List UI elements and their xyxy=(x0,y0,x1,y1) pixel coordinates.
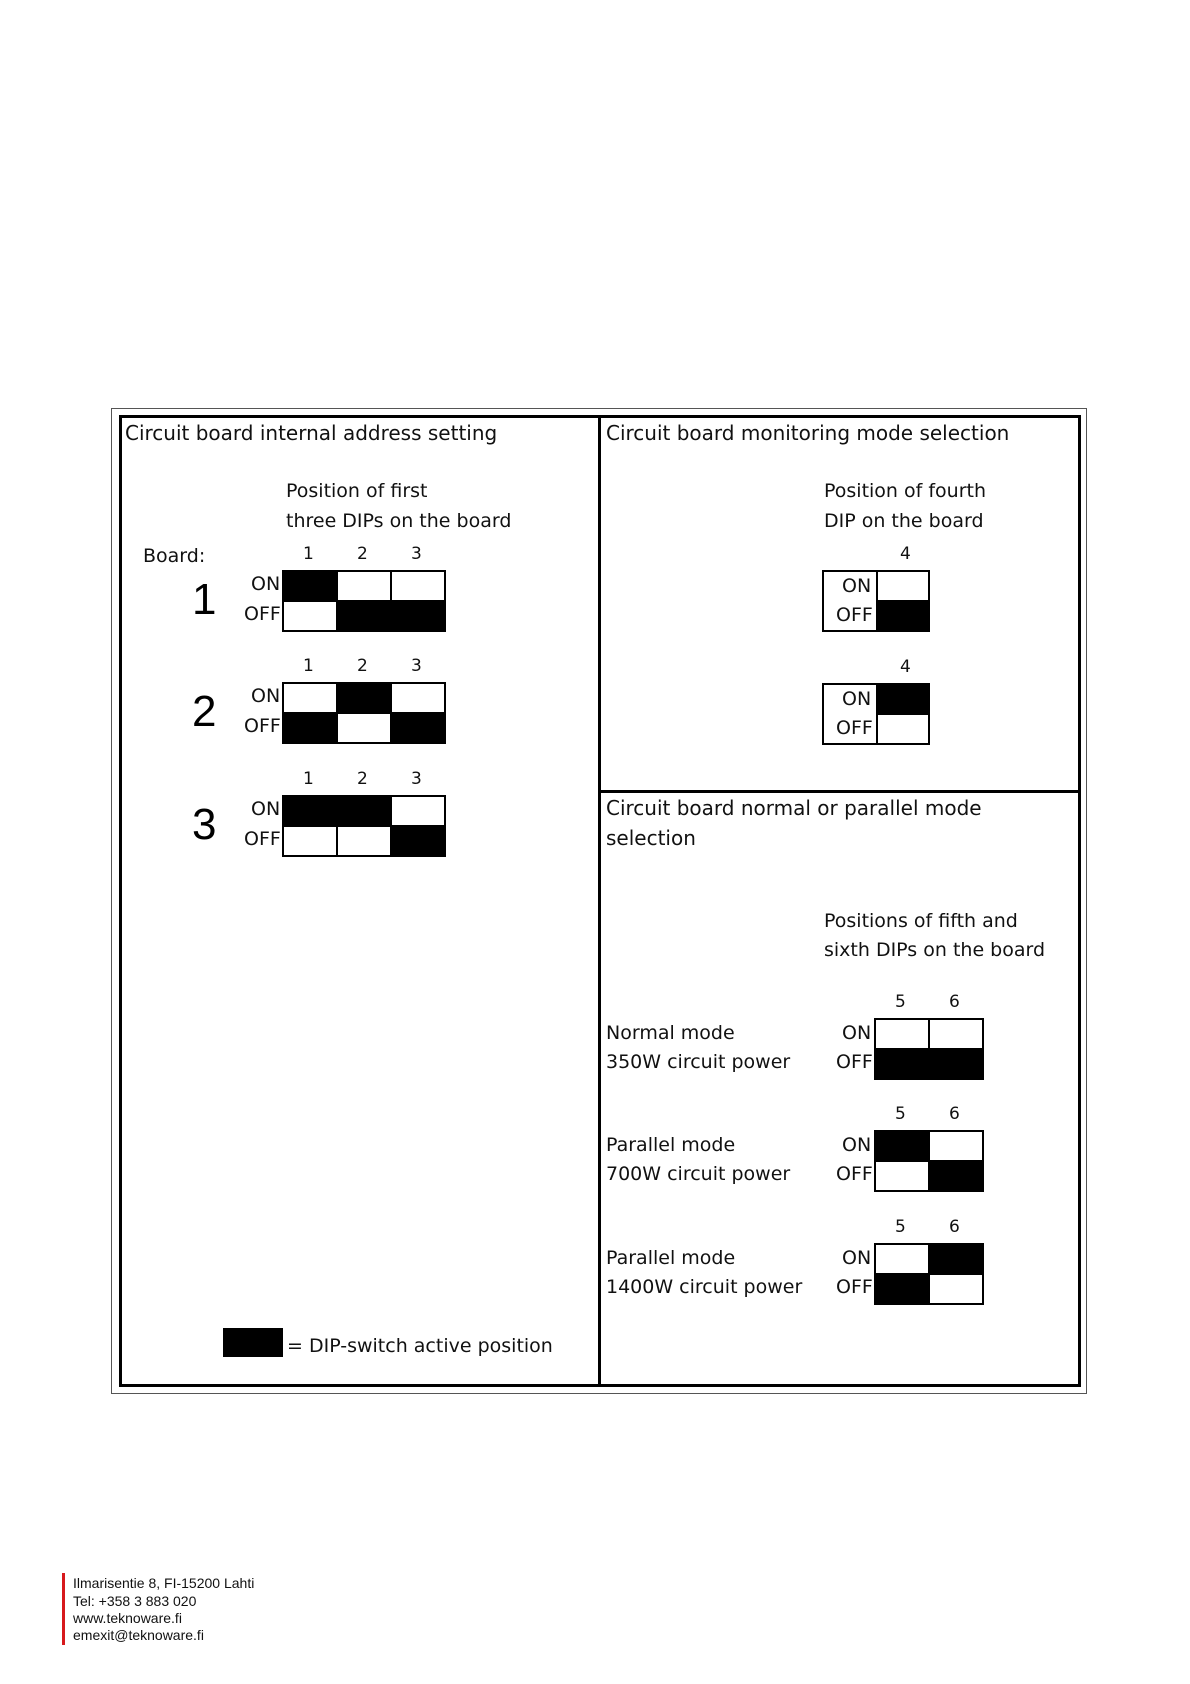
switch-number-label: 1 xyxy=(303,656,314,676)
legend-text: = DIP-switch active position xyxy=(287,1335,553,1357)
dip-cell-off xyxy=(928,1048,984,1080)
monitoring-subtitle-line1: Position of fourth xyxy=(824,480,987,502)
parallel-section-title-line2: selection xyxy=(606,826,696,850)
dip-cell-on xyxy=(928,1130,984,1162)
monitoring-subtitle-line2: DIP on the board xyxy=(824,510,984,532)
switch-number-label: 6 xyxy=(949,1104,960,1124)
dip-cell-off xyxy=(876,713,930,745)
off-label: OFF xyxy=(836,604,873,626)
board-number: 3 xyxy=(192,800,217,849)
switch-number-label: 3 xyxy=(411,656,422,676)
dip-cell-off xyxy=(390,600,446,632)
switch-number-label: 3 xyxy=(411,769,422,789)
mode-name: Parallel mode xyxy=(606,1134,736,1156)
address-subtitle-line2: three DIPs on the board xyxy=(286,510,512,532)
address-subtitle-line1: Position of first xyxy=(286,480,428,502)
dip-cell-off xyxy=(876,600,930,632)
switch-number-label: 1 xyxy=(303,769,314,789)
dip-cell-on xyxy=(874,1243,930,1275)
dip-cell-on xyxy=(282,795,338,827)
off-label: OFF xyxy=(244,603,281,625)
mode-power: 1400W circuit power xyxy=(606,1276,803,1298)
on-label: ON xyxy=(251,798,281,820)
dip-cell-off xyxy=(282,600,338,632)
board-number: 2 xyxy=(192,687,217,736)
switch-number-label: 5 xyxy=(895,1217,906,1237)
switch-number-label: 3 xyxy=(411,544,422,564)
footer-accent-bar xyxy=(62,1573,65,1645)
switch-number-label: 1 xyxy=(303,544,314,564)
off-label: OFF xyxy=(836,717,873,739)
footer-website: www.teknoware.fi xyxy=(73,1610,182,1626)
mode-power: 350W circuit power xyxy=(606,1051,791,1073)
on-label: ON xyxy=(842,575,872,597)
on-label: ON xyxy=(251,685,281,707)
off-label: OFF xyxy=(244,715,281,737)
off-label: OFF xyxy=(244,828,281,850)
dip-cell-off xyxy=(874,1160,930,1192)
dip-cell-off xyxy=(336,825,392,857)
off-label: OFF xyxy=(836,1163,873,1185)
dip-cell-off xyxy=(336,600,392,632)
dip-cell-on xyxy=(390,570,446,602)
board-label: Board: xyxy=(143,545,206,567)
on-label: ON xyxy=(842,1022,872,1044)
switch-number-label: 6 xyxy=(949,1217,960,1237)
mode-name: Parallel mode xyxy=(606,1247,736,1269)
dip-cell-off xyxy=(928,1160,984,1192)
parallel-subtitle-line1: Positions of fifth and xyxy=(824,910,1018,932)
dip-cell-on xyxy=(336,682,392,714)
parallel-subtitle-line2: sixth DIPs on the board xyxy=(824,939,1046,961)
switch-number-label: 5 xyxy=(895,1104,906,1124)
dip-cell-off xyxy=(874,1048,930,1080)
footer-address: Ilmarisentie 8, FI-15200 Lahti xyxy=(73,1575,255,1591)
dip-cell-on xyxy=(874,1018,930,1050)
dip-cell-on xyxy=(390,682,446,714)
dip-cell-off xyxy=(282,712,338,744)
dip-cell-off xyxy=(390,712,446,744)
on-label: ON xyxy=(842,1134,872,1156)
board-number: 1 xyxy=(192,575,217,624)
footer-email: emexit@teknoware.fi xyxy=(73,1627,204,1643)
switch-number-label: 2 xyxy=(357,544,368,564)
dip-cell-on xyxy=(336,570,392,602)
dip-cell-on xyxy=(876,570,930,602)
dip-cell-on xyxy=(390,795,446,827)
dip-cell-off xyxy=(390,825,446,857)
off-label: OFF xyxy=(836,1051,873,1073)
on-label: ON xyxy=(251,573,281,595)
mode-power: 700W circuit power xyxy=(606,1163,791,1185)
dip-cell-on xyxy=(282,570,338,602)
switch-number-label: 4 xyxy=(900,544,911,564)
address-section-title: Circuit board internal address setting xyxy=(125,421,498,445)
on-label: ON xyxy=(842,688,872,710)
legend-swatch xyxy=(223,1328,283,1357)
switch-number-label: 6 xyxy=(949,992,960,1012)
switch-number-label: 4 xyxy=(900,657,911,677)
dip-cell-on xyxy=(928,1018,984,1050)
column-divider xyxy=(598,415,601,1387)
switch-number-label: 5 xyxy=(895,992,906,1012)
section-divider xyxy=(598,790,1081,793)
mode-name: Normal mode xyxy=(606,1022,735,1044)
dip-cell-on xyxy=(928,1243,984,1275)
on-label: ON xyxy=(842,1247,872,1269)
dip-cell-off xyxy=(874,1273,930,1305)
dip-cell-on xyxy=(876,683,930,715)
dip-cell-on xyxy=(874,1130,930,1162)
switch-number-label: 2 xyxy=(357,769,368,789)
footer-phone: Tel: +358 3 883 020 xyxy=(73,1593,197,1609)
monitoring-section-title: Circuit board monitoring mode selection xyxy=(606,421,1010,445)
dip-cell-off xyxy=(336,712,392,744)
dip-cell-off xyxy=(928,1273,984,1305)
dip-cell-on xyxy=(336,795,392,827)
dip-cell-off xyxy=(282,825,338,857)
switch-number-label: 2 xyxy=(357,656,368,676)
off-label: OFF xyxy=(836,1276,873,1298)
parallel-section-title-line1: Circuit board normal or parallel mode xyxy=(606,796,982,820)
dip-cell-on xyxy=(282,682,338,714)
